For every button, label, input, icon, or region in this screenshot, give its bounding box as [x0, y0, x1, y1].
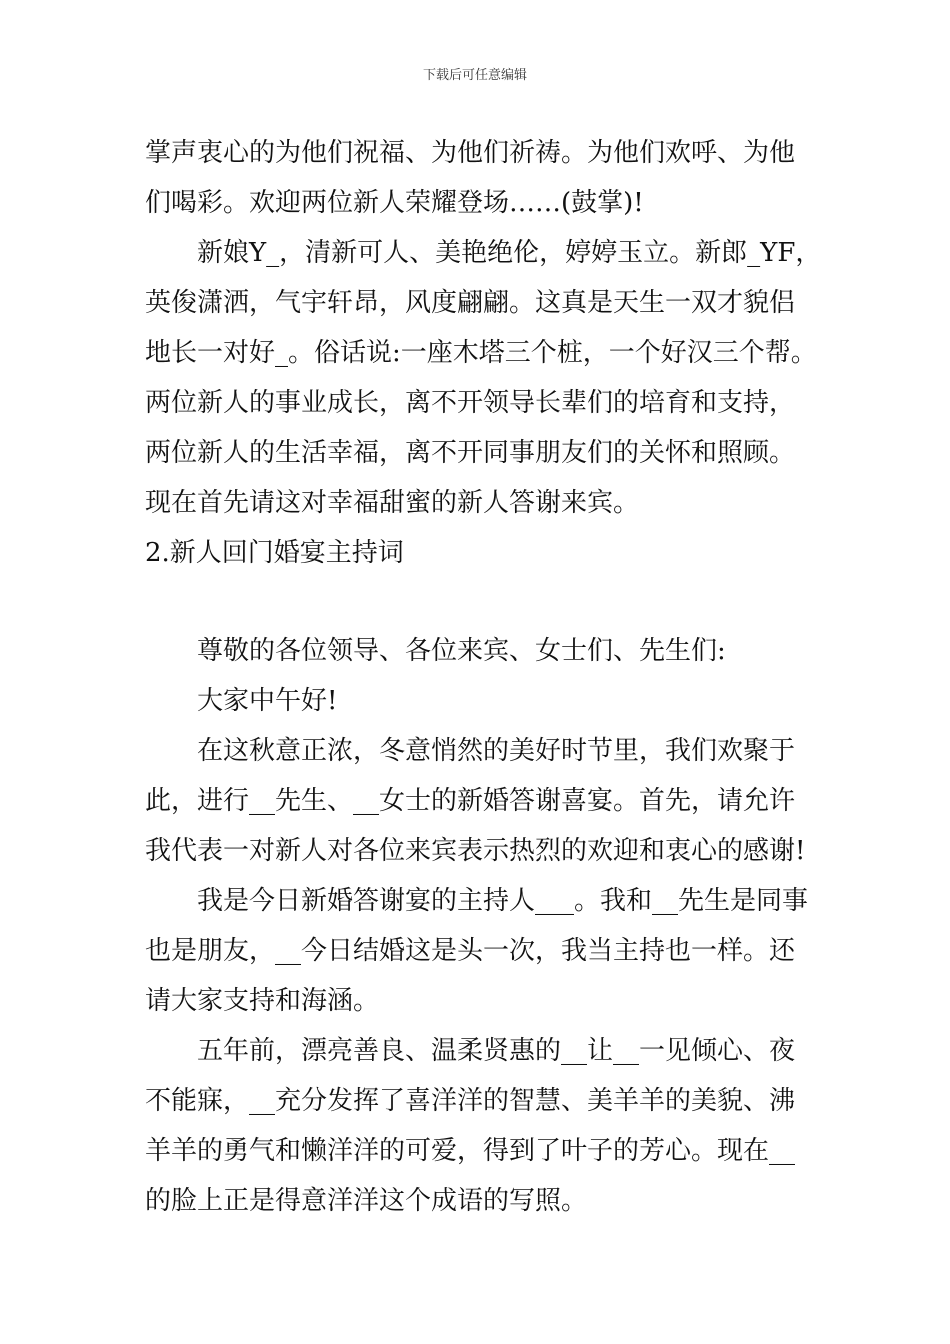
text-line: 新娘Y_，清新可人、美艳绝伦，婷婷玉立。新郎_YF，: [197, 238, 822, 268]
text-line: 羊羊的勇气和懒洋洋的可爱，得到了叶子的芳心。现在__: [145, 1136, 796, 1166]
text-line: 地长一对好_。俗话说:一座木塔三个桩，一个好汉三个帮。: [145, 338, 817, 368]
greeting-line: 大家中午好!: [197, 686, 338, 716]
text-line: 请大家支持和海涵。: [145, 986, 380, 1016]
text-line: 我是今日新婚答谢宴的主持人___。我和__先生是同事: [197, 886, 809, 916]
document-body: [145, 128, 822, 1226]
text-line: 不能寐，__充分发挥了喜洋洋的智慧、美羊羊的美貌、沸: [145, 1086, 796, 1116]
section-heading: 2.新人回门婚宴主持词: [145, 538, 404, 568]
text-line: 们喝彩。欢迎两位新人荣耀登场……(鼓掌)!: [145, 188, 644, 218]
text-line: 两位新人的生活幸福，离不开同事朋友们的关怀和照顾。: [145, 438, 796, 468]
text-line: 也是朋友，__今日结婚这是头一次，我当主持也一样。还: [145, 936, 796, 966]
text-line: 英俊潇洒，气宇轩昂，风度翩翩。这真是天生一双才貌侣: [145, 288, 796, 318]
text-line: 的脸上正是得意洋洋这个成语的写照。: [145, 1186, 588, 1216]
text-line: 两位新人的事业成长，离不开领导长辈们的培育和支持，: [145, 388, 796, 418]
text-line: 在这秋意正浓，冬意悄然的美好时节里，我们欢聚于: [197, 736, 796, 766]
text-line: 五年前，漂亮善良、温柔贤惠的__让__一见倾心、夜: [197, 1036, 796, 1066]
text-line: 此，进行__先生、__女士的新婚答谢喜宴。首先，请允许: [145, 786, 796, 816]
page-header-note: 下载后可任意编辑: [422, 68, 527, 83]
section-gap: [145, 578, 815, 626]
text-line: 掌声衷心的为他们祝福、为他们祈祷。为他们欢呼、为他: [145, 138, 796, 168]
text-line: 现在首先请这对幸福甜蜜的新人答谢来宾。: [145, 488, 640, 518]
salutation-line: 尊敬的各位领导、各位来宾、女士们、先生们:: [197, 636, 726, 666]
text-line: 我代表一对新人对各位来宾表示热烈的欢迎和衷心的感谢!: [145, 836, 806, 866]
